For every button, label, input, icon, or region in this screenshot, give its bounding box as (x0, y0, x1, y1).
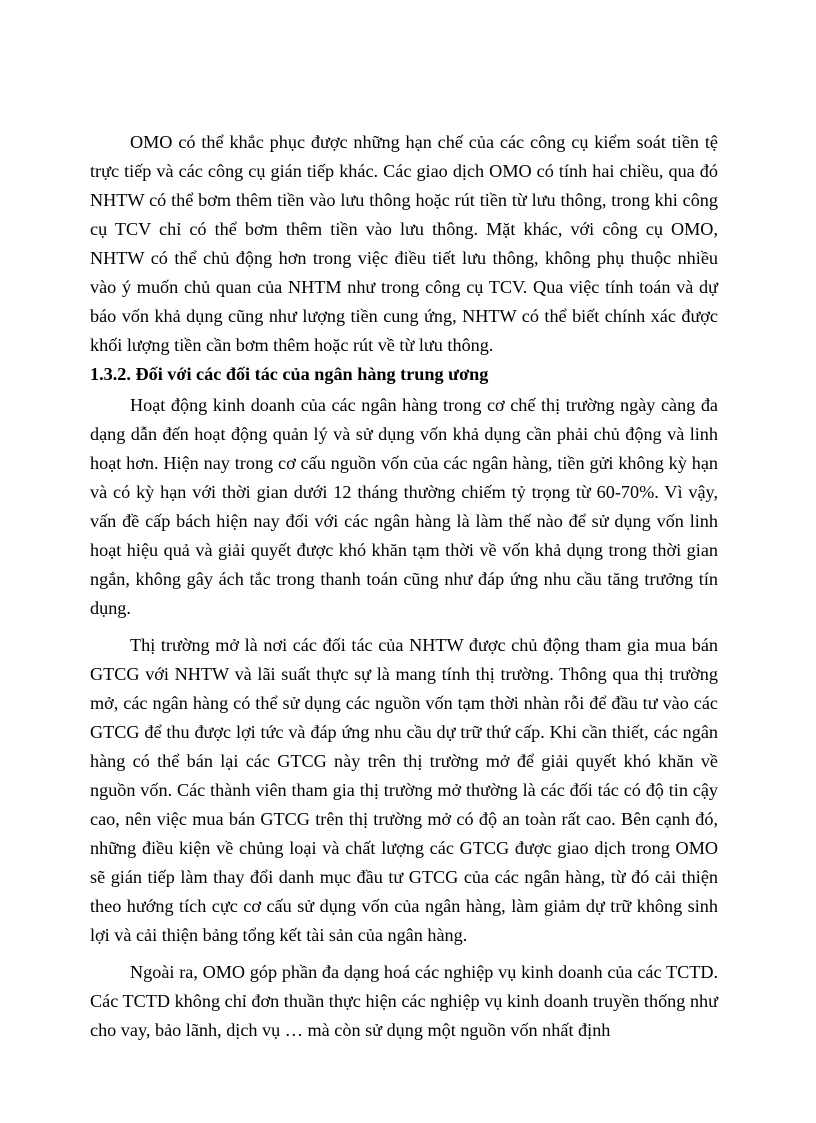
section-heading: 1.3.2. Đối với các đối tác của ngân hàng trung ương (90, 364, 489, 384)
body-paragraph-2: Thị trường mở là nơi các đối tác của NHTW được chủ động tham gia mua bán GTCG với NHTW và lãi suất thực sự là mang tính thị trường. Thông qua thị trường mở, các ngân hàng có thể sử dụng các nguồn vốn tạm thời nhàn rỗi để đầu tư vào các GTCG để thu được lợi tức và đáp ứng nhu cầu dự trữ thứ cấp. Khi cần thiết, các ngân hàng có thể bán lại các GTCG này trên thị trường mở để giải quyết khó khăn về nguồn vốn. Các thành viên tham gia thị trường mở thường là các đối tác có độ tin cậy cao, nên việc mua bán GTCG trên thị trường mở có độ an toàn rất cao. Bên cạnh đó, những điều kiện về chủng loại và chất lượng các GTCG được giao dịch trong OMO sẽ gián tiếp làm thay đổi danh mục đầu tư GTCG của các ngân hàng, từ đó cải thiện theo hướng tích cực cơ cấu sử dụng vốn của ngân hàng, làm giảm dự trữ không sinh lợi và cải thiện bảng tổng kết tài sản của ngân hàng. (90, 635, 718, 945)
intro-paragraph: OMO có thể khắc phục được những hạn chế của các công cụ kiểm soát tiền tệ trực tiếp và các công cụ gián tiếp khác. Các giao dịch OMO có tính hai chiều, qua đó NHTW có thể bơm thêm tiền vào lưu thông hoặc rút tiền từ lưu thông, trong khi công cụ TCV chỉ có thể bơm thêm tiền vào lưu thông. Mặt khác, với công cụ OMO, NHTW có thể chủ động hơn trong việc điều tiết lưu thông, không phụ thuộc nhiều vào ý muốn chủ quan của NHTM như trong công cụ TCV. Qua việc tính toán và dự báo vốn khả dụng cũng như lượng tiền cung ứng, NHTW có thể biết chính xác được khối lượng tiền cần bơm thêm hoặc rút về từ lưu thông. (90, 132, 718, 355)
document-page (90, 128, 718, 1045)
body-paragraph-1: Hoạt động kinh doanh của các ngân hàng trong cơ chế thị trường ngày càng đa dạng dẫn đến hoạt động quản lý và sử dụng vốn khả dụng cần phải chủ động và linh hoạt hơn. Hiện nay trong cơ cấu nguồn vốn của các ngân hàng, tiền gửi không kỳ hạn và có kỳ hạn với thời gian dưới 12 tháng thường chiếm tỷ trọng từ 60-70%. Vì vậy, vấn đề cấp bách hiện nay đối với các ngân hàng là làm thế nào để sử dụng vốn linh hoạt hiệu quả và giải quyết được khó khăn tạm thời về vốn khả dụng trong thời gian ngắn, không gây ách tắc trong thanh toán cũng như đáp ứng nhu cầu tăng trưởng tín dụng. (90, 395, 718, 618)
body-paragraph-3: Ngoài ra, OMO góp phần đa dạng hoá các nghiệp vụ kinh doanh của các TCTD. Các TCTD không chỉ đơn thuần thực hiện các nghiệp vụ kinh doanh truyền thống như cho vay, bảo lãnh, dịch vụ … mà còn sử dụng một nguồn vốn nhất định (90, 962, 718, 1040)
